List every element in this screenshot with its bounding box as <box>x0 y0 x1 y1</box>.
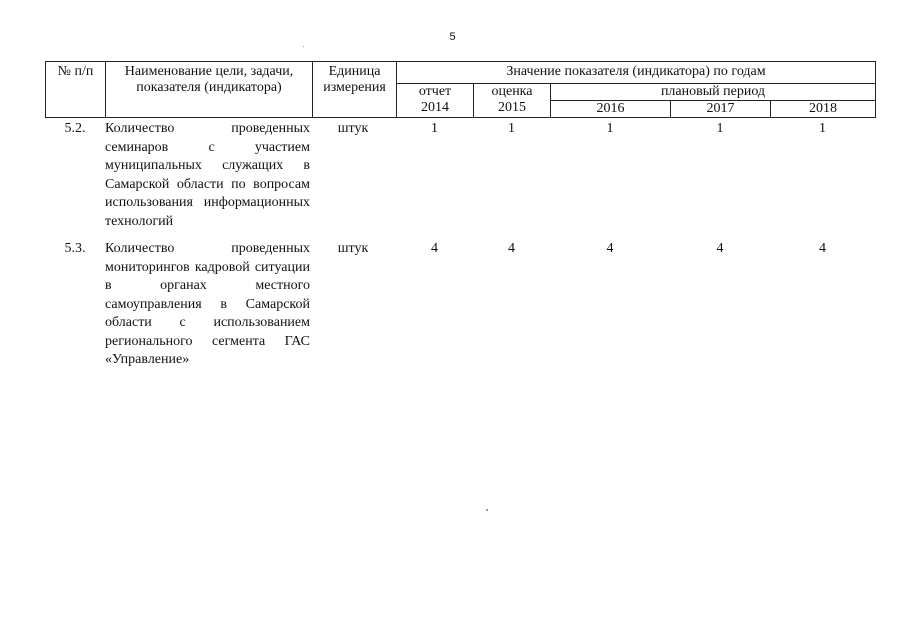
value-2016: 4 <box>606 241 614 256</box>
row-number: 5.2. <box>64 121 86 136</box>
value-2018: 1 <box>819 121 826 136</box>
unit-cell: штук <box>337 121 369 136</box>
header-estimate-label: оценка <box>491 84 533 99</box>
value-2017: 1 <box>716 121 724 136</box>
value-2015: 1 <box>508 121 515 136</box>
header-estimate <box>474 84 551 118</box>
value-2014: 4 <box>431 241 438 256</box>
unit-cell: штук <box>337 241 369 256</box>
indicator-table-header <box>45 61 876 118</box>
value-2015: 4 <box>508 241 515 256</box>
value-2018: 4 <box>819 241 826 256</box>
indicator-name: Количество проведенных семинаров с участием муниципальных служащих в Самарской области по вопросам использования информационных технологий <box>105 121 310 229</box>
header-report <box>397 84 474 118</box>
header-values: Значение показателя (индикатора) по годам <box>397 62 876 84</box>
header-num: № п/п <box>46 62 106 118</box>
value-2014: 1 <box>431 121 438 136</box>
header-report-label: отчет <box>418 84 452 99</box>
row-number: 5.3. <box>64 241 86 256</box>
header-name: Наименование цели, задачи, показателя (индикатора) <box>106 62 313 118</box>
header-planned: плановый период <box>551 84 876 101</box>
page-number: 5 <box>449 31 456 43</box>
header-report-year: 2014 <box>421 100 449 115</box>
header-unit: Единица измерения <box>313 62 397 118</box>
value-2017: 4 <box>716 241 724 256</box>
header-year-2017: 2017 <box>671 101 771 118</box>
indicator-name: Количество проведенных мониторингов кадровой ситуации в органах местного самоуправления в Самарской области с использованием регионального сегмента ГАС «Управление» <box>105 241 310 367</box>
header-year-2016: 2016 <box>551 101 671 118</box>
scan-speck <box>486 509 488 511</box>
header-year-2018: 2018 <box>771 101 876 118</box>
header-estimate-year: 2015 <box>498 100 526 115</box>
value-2016: 1 <box>606 121 614 136</box>
scan-speck <box>303 46 304 47</box>
